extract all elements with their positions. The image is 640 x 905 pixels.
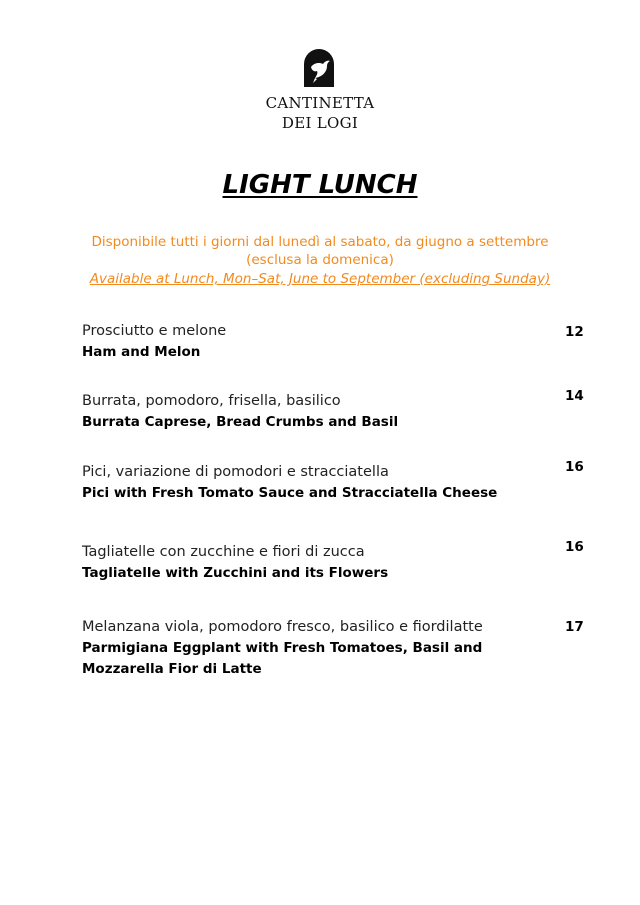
menu-item-price: 16 bbox=[565, 539, 584, 555]
menu-item-price: 17 bbox=[565, 619, 584, 635]
menu-item-price: 14 bbox=[565, 388, 584, 404]
availability-italian-line1: Disponibile tutti i giorni dal lunedì al sabato, da giugno a settembre bbox=[91, 234, 549, 250]
menu-item-english: Ham and Melon bbox=[82, 344, 201, 360]
menu-item-italian: Prosciutto e melone bbox=[82, 323, 227, 339]
brand-name-line1: CANTINETTA bbox=[265, 94, 375, 112]
menu-item bbox=[82, 541, 602, 584]
menu-item-italian: Pici, variazione di pomodori e stracciatella bbox=[82, 464, 389, 480]
menu-item-english: Tagliatelle with Zucchini and its Flowers bbox=[82, 565, 389, 581]
availability-italian-line2: (esclusa la domenica) bbox=[246, 252, 394, 268]
brand-name-line2: DEI LOGI bbox=[281, 114, 359, 132]
menu-item-italian: Melanzana viola, pomodoro fresco, basilico e fiordilatte bbox=[82, 619, 483, 635]
menu-item-italian: Tagliatelle con zucchine e fiori di zucca bbox=[82, 544, 365, 560]
menu-item-english: Pici with Fresh Tomato Sauce and Stracciatella Cheese bbox=[82, 485, 498, 501]
menu-item bbox=[82, 390, 602, 433]
bird-in-arch-icon bbox=[302, 47, 336, 87]
menu-item bbox=[82, 616, 602, 680]
menu-item bbox=[82, 461, 602, 504]
menu-item-price: 16 bbox=[565, 459, 584, 475]
availability-english: Available at Lunch, Mon–Sat, June to September (excluding Sunday) bbox=[89, 271, 551, 287]
menu-item bbox=[82, 320, 602, 363]
menu-item-english: Burrata Caprese, Bread Crumbs and Basil bbox=[82, 414, 399, 430]
menu-title: LIGHT LUNCH bbox=[222, 170, 418, 200]
menu-item-italian: Burrata, pomodoro, frisella, basilico bbox=[82, 393, 341, 409]
menu-item-english: Parmigiana Eggplant with Fresh Tomatoes, Basil and Mozzarella Fior di Latte bbox=[82, 640, 483, 677]
menu-item-price: 12 bbox=[565, 324, 584, 340]
